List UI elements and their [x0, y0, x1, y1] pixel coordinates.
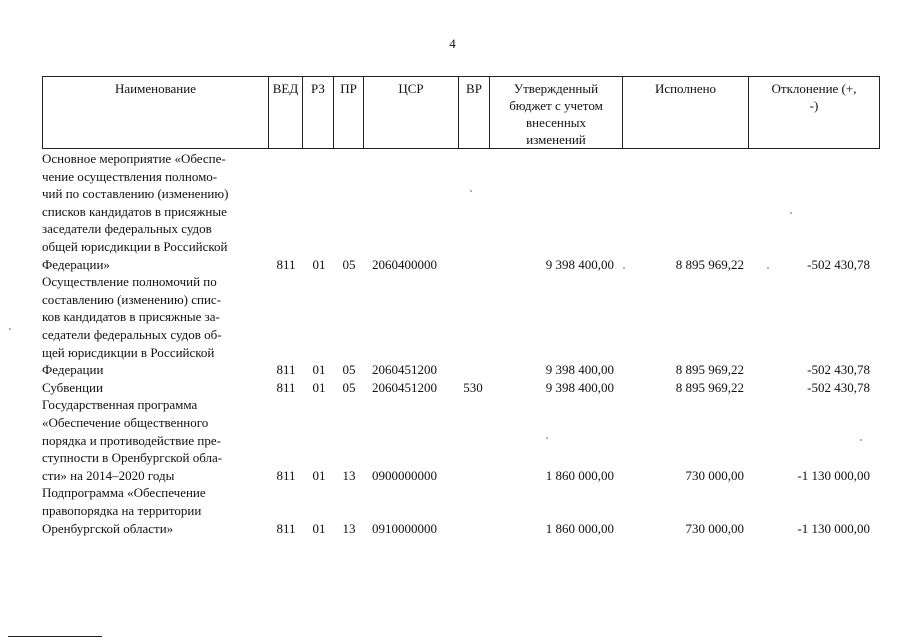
scan-speck [860, 439, 862, 441]
row4-name-line1: Государственная программа [42, 397, 198, 413]
header-budget: Утвержденный бюджет с учетом внесенных изменений [490, 77, 623, 148]
header-rz: РЗ [303, 77, 334, 148]
row3-executed: 8 895 969,22 [675, 379, 744, 395]
header-name: Наименование [43, 77, 269, 148]
row1-name-line5: заседатели федеральных судов [42, 221, 212, 237]
row2-name-line1: Осуществление полномочий по [42, 274, 217, 290]
row1-name-line7: Федерации» [42, 256, 110, 272]
row2-name-line3: ков кандидатов в присяжные за- [42, 309, 220, 325]
row4-csr: 0900000000 [372, 467, 437, 483]
row4-ved: 811 [276, 467, 296, 483]
header-deviation: Отклонение (+, -) [771, 81, 857, 113]
row2-executed: 8 895 969,22 [675, 362, 744, 378]
row1-name-line1: Основное мероприятие «Обеспе- [42, 151, 226, 166]
row2-ved: 811 [276, 362, 296, 378]
scan-speck [790, 212, 792, 214]
row5-deviation: -1 130 000,00 [797, 520, 870, 536]
row2-name-line5: щей юрисдикции в Российской [42, 344, 215, 360]
row1-executed: 8 895 969,22 [675, 256, 744, 272]
row3-pr: 05 [342, 379, 356, 395]
row3-deviation: -502 430,78 [807, 379, 870, 395]
row4-pr: 13 [342, 467, 356, 483]
row5-name-line3: Оренбургской области» [42, 520, 174, 536]
row3-vr: 530 [463, 379, 483, 395]
row1-ved: 811 [276, 256, 296, 272]
row1-name-line6: общей юрисдикции в Российской [42, 239, 228, 254]
row1-rz: 01 [312, 256, 326, 272]
row5-budget: 1 860 000,00 [545, 520, 614, 536]
row4-name-line5: сти» на 2014–2020 годы [42, 467, 175, 483]
row3-name-line1: Субвенции [42, 379, 103, 395]
table-header [42, 76, 880, 149]
row4-deviation: -1 130 000,00 [797, 467, 870, 483]
header-csr: ЦСР [364, 77, 459, 148]
row3-ved: 811 [276, 379, 296, 395]
row4-rz: 01 [312, 467, 326, 483]
row5-name-line1: Подпрограмма «Обеспечение [42, 485, 206, 501]
header-vr: ВР [459, 77, 490, 148]
scan-speck [623, 267, 625, 269]
row2-name-line2: составлению (изменению) спис- [42, 291, 222, 307]
scan-speck [9, 328, 11, 330]
row4-name-line4: ступности в Оренбургской обла- [42, 450, 223, 466]
row2-rz: 01 [312, 362, 326, 378]
footnote-rule [8, 636, 102, 637]
row5-ved: 811 [276, 520, 296, 536]
row2-name-line4: седатели федеральных судов об- [42, 327, 222, 342]
row3-csr: 2060451200 [372, 379, 437, 395]
row4-name-line3: порядка и противодействие пре- [42, 432, 221, 448]
row3-rz: 01 [312, 379, 326, 395]
row1-name-line4: списков кандидатов в присяжные [42, 203, 227, 219]
row4-budget: 1 860 000,00 [545, 467, 614, 483]
row1-budget: 9 398 400,00 [545, 256, 614, 272]
scan-speck [470, 190, 472, 192]
row3-budget: 9 398 400,00 [545, 379, 614, 395]
row2-budget: 9 398 400,00 [545, 362, 614, 378]
row5-rz: 01 [312, 520, 326, 536]
row4-executed: 730 000,00 [685, 467, 744, 483]
row2-deviation: -502 430,78 [807, 362, 870, 378]
row1-deviation: -502 430,78 [807, 256, 870, 272]
row2-pr: 05 [342, 362, 356, 378]
scan-speck [767, 267, 769, 269]
row5-csr: 0910000000 [372, 520, 437, 536]
row1-csr: 2060400000 [372, 256, 437, 272]
row5-pr: 13 [342, 520, 356, 536]
row2-name-line6: Федерации [42, 362, 104, 378]
row1-pr: 05 [342, 256, 356, 272]
row5-executed: 730 000,00 [685, 520, 744, 536]
row4-name-line2: «Обеспечение общественного [42, 415, 209, 430]
header-executed: Исполнено [623, 77, 749, 148]
header-pr: ПР [334, 77, 364, 148]
scan-speck [546, 437, 548, 439]
row1-name-line3: чий по составлению (изменению) [42, 186, 229, 202]
header-ved: ВЕД [269, 77, 303, 148]
row2-csr: 2060451200 [372, 362, 437, 378]
row1-name-line2: чение осуществления полномо- [42, 168, 218, 184]
page-number: 4 [449, 36, 456, 51]
row5-name-line2: правопорядка на территории [42, 503, 202, 518]
